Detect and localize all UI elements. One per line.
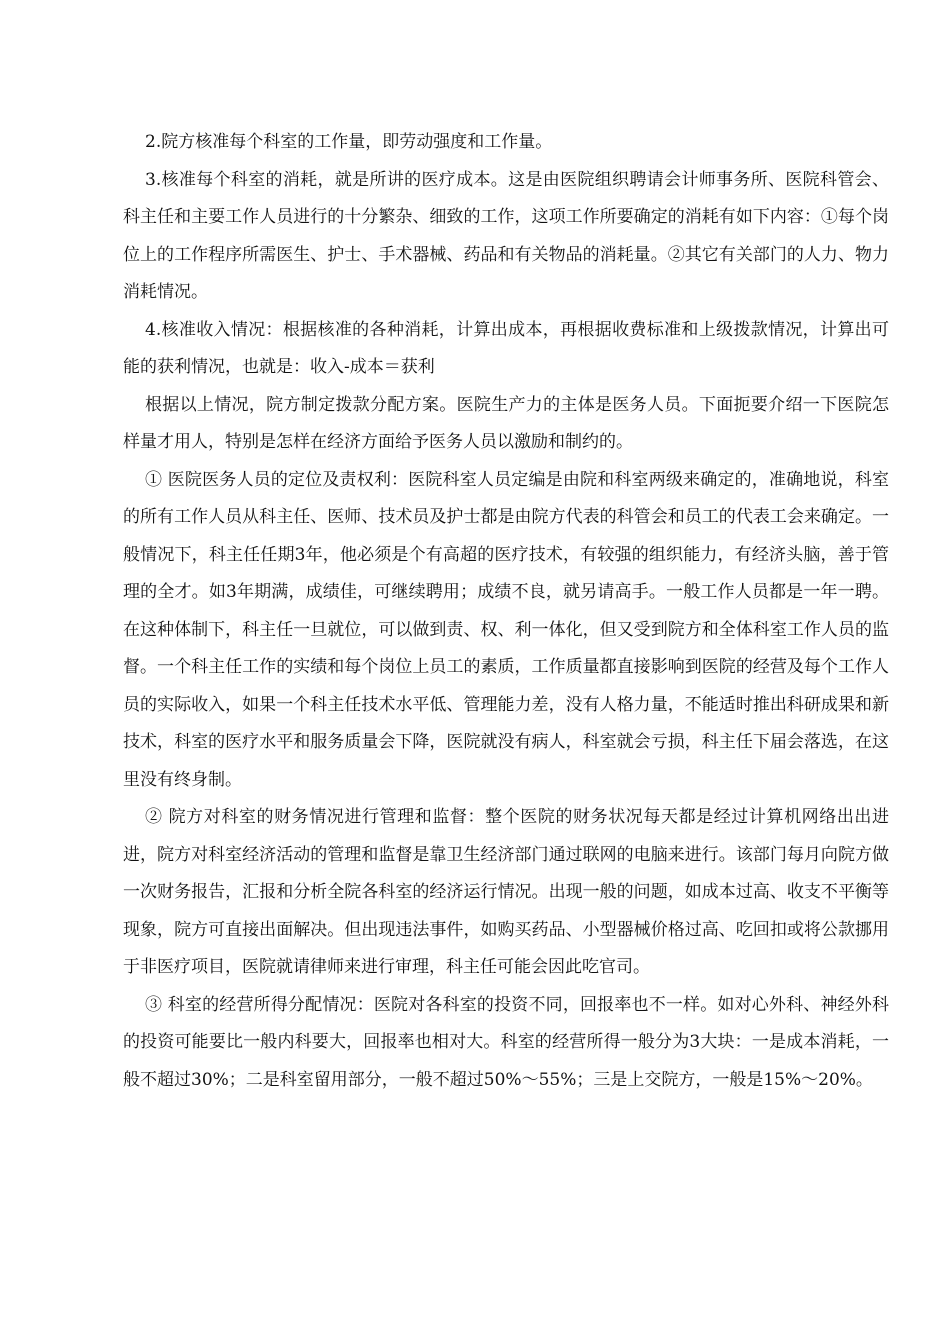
paragraph-income-distribution: ③ 科室的经营所得分配情况：医院对各科室的投资不同，回报率也不一样。如对心外科、神经外科的投资可能要比一般内科要大，回报率也相对大。科室的经营所得一般分为3大块：一是成本消耗，一般不超过30%；二是科室留用部分，一般不超过50%～55%；三是上交院方，一般是15%～20%。 bbox=[123, 994, 889, 1090]
paragraph-consumption: 3.核准每个科室的消耗，就是所讲的医疗成本。这是由医院组织聘请会计师事务所、医院科管会、科主任和主要工作人员进行的十分繁杂、细致的工作，这项工作所要确定的消耗有如下内容：①每个岗位上的工作程序所需医生、护士、手术器械、药品和有关物品的消耗量。②其它有关部门的人力、物力消耗情况。 bbox=[123, 169, 889, 302]
document-body bbox=[123, 124, 889, 1099]
paragraph-income: 4.核准收入情况：根据核准的各种消耗，计算出成本，再根据收费标准和上级拨款情况，计算出可能的获利情况，也就是：收入-成本＝获利 bbox=[123, 319, 889, 377]
paragraph-financial-supervision: ② 院方对科室的财务情况进行管理和监督：整个医院的财务状况每天都是经过计算机网络出出进进，院方对科室经济活动的管理和监督是靠卫生经济部门通过联网的电脑来进行。该部门每月向院方做一次财务报告，汇报和分析全院各科室的经济运行情况。出现一般的问题，如成本过高、收支不平衡等现象，院方可直接出面解决。但出现违法事件，如购买药品、小型器械价格过高、吃回扣或将公款挪用于非医疗项目，医院就请律师来进行审理，科主任可能会因此吃官司。 bbox=[123, 807, 889, 977]
paragraph-workload: 2.院方核准每个科室的工作量，即劳动强度和工作量。 bbox=[145, 132, 553, 152]
paragraph-staff-positioning: ① 医院医务人员的定位及责权利：医院科室人员定编是由院和科室两级来确定的，准确地说，科室的所有工作人员从科主任、医师、技术员及护士都是由院方代表的科管会和员工的代表工会来确定。一般情况下，科主任任期3年，他必须是个有高超的医疗技术，有较强的组织能力，有经济头脑，善于管理的全才。如3年期满，成绩佳，可继续聘用；成绩不良，就另请高手。一般工作人员都是一年一聘。在这种体制下，科主任一旦就位，可以做到责、权、利一体化，但又受到院方和全体科室工作人员的监督。一个科主任工作的实绩和每个岗位上员工的素质，工作质量都直接影响到医院的经营及每个工作人员的实际收入，如果一个科主任技术水平低、管理能力差，没有人格力量，不能适时推出科研成果和新技术，科室的医疗水平和服务质量会下降，医院就没有病人，科室就会亏损，科主任下届会落选，在这里没有终身制。 bbox=[123, 469, 889, 790]
paragraph-allocation: 根据以上情况，院方制定拨款分配方案。医院生产力的主体是医务人员。下面扼要介绍一下医院怎样量才用人，特别是怎样在经济方面给予医务人员以激励和制约的。 bbox=[123, 394, 889, 452]
